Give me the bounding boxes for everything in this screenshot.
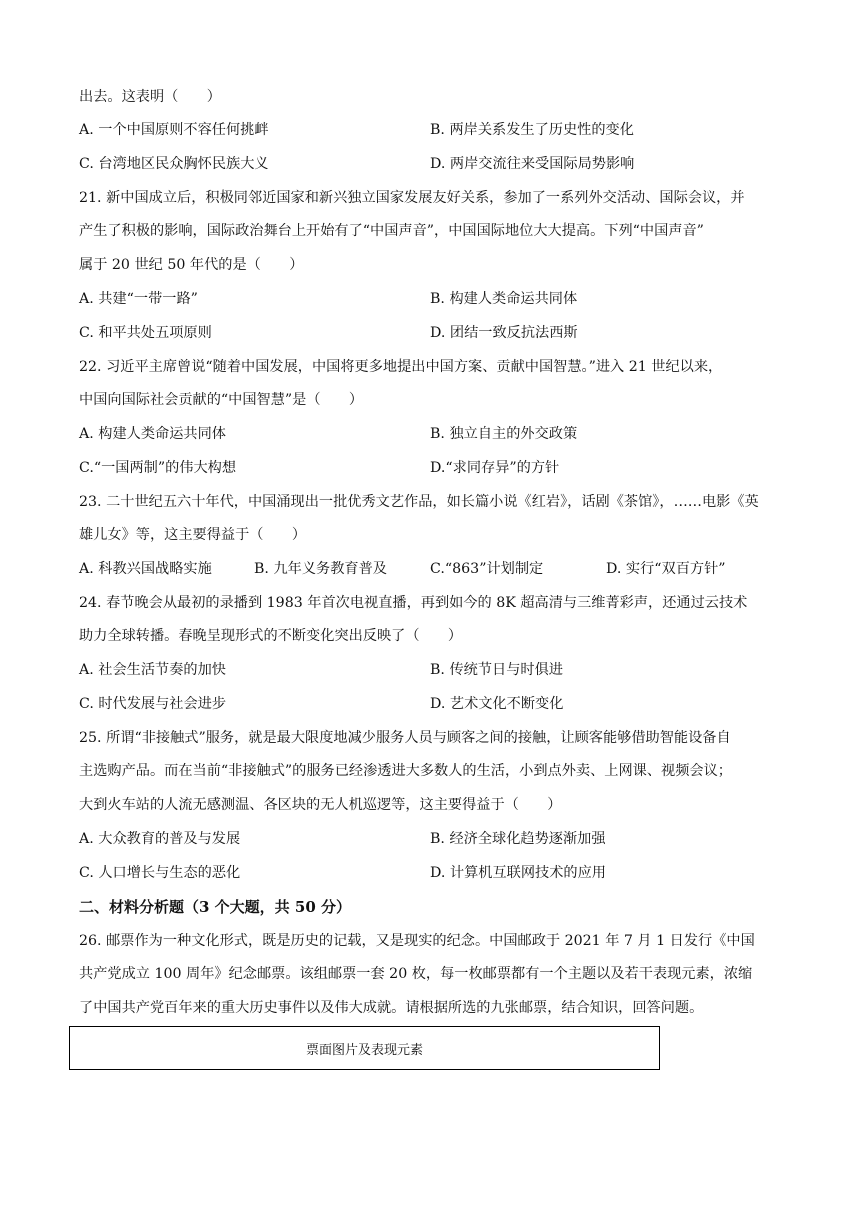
section-heading: 二、材料分析题（3 个大题，共 50 分） <box>79 898 351 916</box>
q21-option-d: D. 团结一致反抗法西斯 <box>430 325 578 341</box>
q25-stem-line-1: 25. 所谓“非接触式”服务，就是最大限度地减少服务人员与顾客之间的接触，让顾客能够借助智能设备自 <box>79 730 731 746</box>
q24-option-d: D. 艺术文化不断变化 <box>430 696 564 712</box>
q20-stem-tail: 出去。这表明（ ） <box>79 89 221 105</box>
q20-option-d: D. 两岸交流往来受国际局势影响 <box>430 156 635 172</box>
stamp-table-header: 票面图片及表现元素 <box>305 1042 423 1058</box>
q21-stem-line-2: 产生了积极的影响，国际政治舞台上开始有了“中国声音”，中国国际地位大大提高。下列“中国声音” <box>79 223 704 239</box>
q26-stem-line-1: 26. 邮票作为一种文化形式，既是历史的记载，又是现实的纪念。中国邮政于 2021 年 7 月 1 日发行《中国 <box>79 933 755 949</box>
q23-option-b: B. 九年义务教育普及 <box>254 561 387 577</box>
q21-option-b: B. 构建人类命运共同体 <box>430 291 578 307</box>
q20-option-a: A. 一个中国原则不容任何挑衅 <box>79 122 269 138</box>
q25-stem-line-3: 大到火车站的人流无感测温、各区块的无人机巡逻等，这主要得益于（ ） <box>79 797 562 813</box>
q25-option-c: C. 人口增长与生态的恶化 <box>79 865 241 881</box>
q22-stem-line-2: 中国向国际社会贡献的“中国智慧”是（ ） <box>79 392 364 408</box>
q22-stem-line-1: 22. 习近平主席曾说“随着中国发展，中国将更多地提出中国方案、贡献中国智慧。”进入 21 世纪以来， <box>79 359 723 375</box>
q24-stem-line-1: 24. 春节晚会从最初的录播到 1983 年首次电视直播，再到如今的 8K 超高清与三维菁彩声，还通过云技术 <box>79 595 748 611</box>
q25-option-d: D. 计算机互联网技术的应用 <box>430 865 606 881</box>
q26-stem-line-2: 共产党成立 100 周年》纪念邮票。该组邮票一套 20 枚，每一枚邮票都有一个主题以及若干表现元素，浓缩 <box>79 966 753 982</box>
q22-option-d: D.“求同存异”的方针 <box>430 460 560 476</box>
q23-stem-line-2: 雄儿女》等，这主要得益于（ ） <box>79 527 307 543</box>
q24-option-a: A. 社会生活节奏的加快 <box>79 662 226 678</box>
q25-option-a: A. 大众教育的普及与发展 <box>79 831 241 847</box>
q22-option-c: C.“一国两制”的伟大构想 <box>79 460 237 476</box>
q22-option-a: A. 构建人类命运共同体 <box>79 426 226 442</box>
q23-option-d: D. 实行“双百方针” <box>606 561 726 577</box>
q23-stem-line-1: 23. 二十世纪五六十年代，中国涌现出一批优秀文艺作品，如长篇小说《红岩》，话剧《茶馆》，……电影《英 <box>79 494 759 510</box>
stamp-table <box>69 1026 660 1070</box>
q25-option-b: B. 经济全球化趋势逐渐加强 <box>430 831 606 847</box>
q26-stem-line-3: 了中国共产党百年来的重大历史事件以及伟大成就。请根据所选的九张邮票，结合知识，回答问题。 <box>79 1000 704 1016</box>
q25-stem-line-2: 主选购产品。而在当前“非接触式”的服务已经渗透进大多数人的生活，小到点外卖、上网课、视频会议； <box>79 763 732 779</box>
q21-stem-line-3: 属于 20 世纪 50 年代的是（ ） <box>79 257 304 273</box>
q20-option-b: B. 两岸关系发生了历史性的变化 <box>430 122 634 138</box>
q22-option-b: B. 独立自主的外交政策 <box>430 426 578 442</box>
q20-option-c: C. 台湾地区民众胸怀民族大义 <box>79 156 269 172</box>
q21-stem-line-1: 21. 新中国成立后，积极同邻近国家和新兴独立国家发展友好关系，参加了一系列外交活动、国际会议，并 <box>79 190 745 206</box>
q24-option-b: B. 传统节日与时俱进 <box>430 662 563 678</box>
q24-stem-line-2: 助力全球转播。春晚呈现形式的不断变化突出反映了（ ） <box>79 628 463 644</box>
q21-option-c: C. 和平共处五项原则 <box>79 325 212 341</box>
q21-option-a: A. 共建“一带一路” <box>79 291 198 307</box>
q23-option-a: A. 科教兴国战略实施 <box>79 561 212 577</box>
q23-option-c: C.“863”计划制定 <box>430 561 544 577</box>
q24-option-c: C. 时代发展与社会进步 <box>79 696 227 712</box>
